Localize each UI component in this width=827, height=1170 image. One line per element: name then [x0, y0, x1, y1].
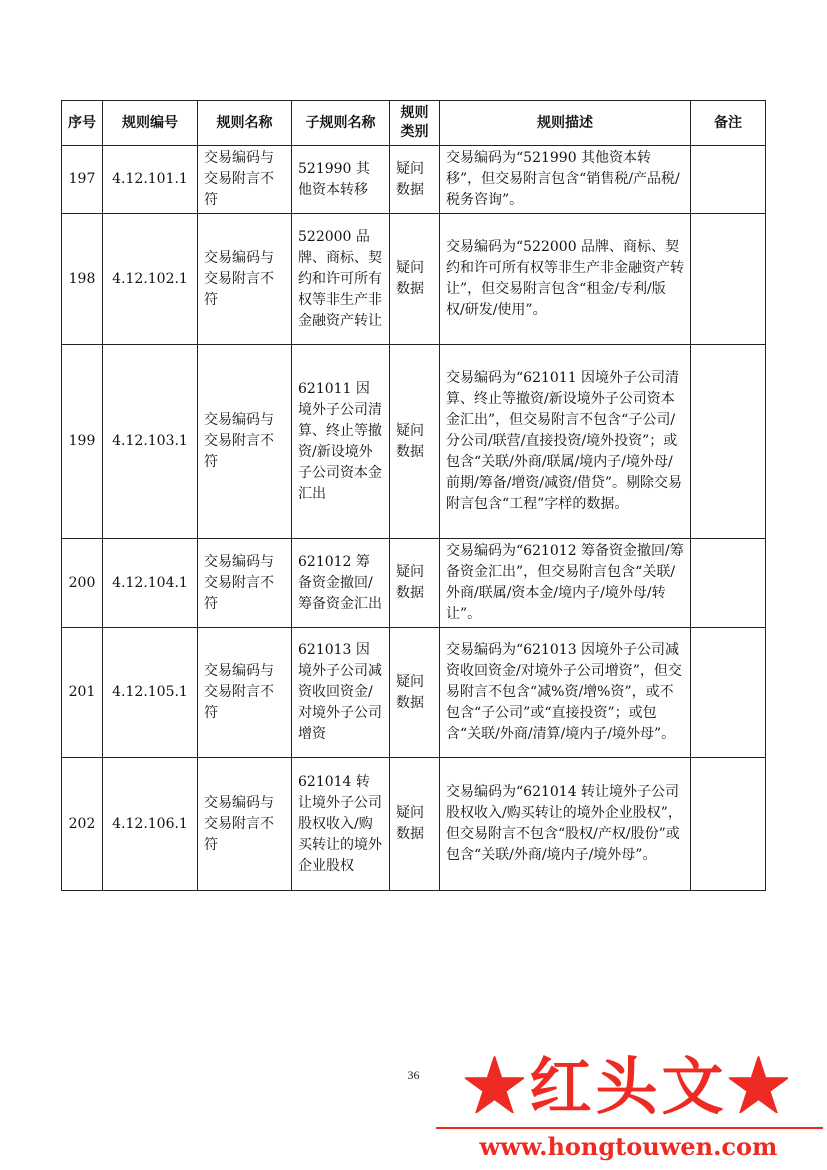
table-row [62, 345, 766, 539]
table-row [62, 758, 766, 891]
cell-note [691, 628, 766, 758]
cell-seq: 198 [62, 214, 103, 345]
cell-rule-code: 4.12.106.1 [103, 758, 198, 891]
cell-note [691, 539, 766, 628]
cell-rule-name: 交易编码与交易附言不符 [198, 628, 292, 758]
cell-rule-category: 疑问数据 [390, 628, 440, 758]
cell-rule-category: 疑问数据 [390, 758, 440, 891]
watermark-divider [436, 1127, 823, 1129]
header-seq: 序号 [62, 101, 103, 146]
header-rule-code: 规则编号 [103, 101, 198, 146]
cell-rule-description: 交易编码为“521990 其他资本转移”，但交易附言包含“销售税/产品税/税务咨询”。 [440, 146, 691, 214]
cell-rule-code: 4.12.105.1 [103, 628, 198, 758]
cell-rule-category: 疑问数据 [390, 345, 440, 539]
cell-note [691, 146, 766, 214]
cell-sub-rule-name: 621014 转让境外子公司股权收入/购买转让的境外企业股权 [292, 758, 390, 891]
cell-rule-description: 交易编码为“621012 筹备资金撤回/筹备资金汇出”，但交易附言包含“关联/外商/联属/资本金/境内子/境外母/转让”。 [440, 539, 691, 628]
cell-rule-description: 交易编码为“621014 转让境外子公司股权收入/购买转让的境外企业股权”，但交易附言不包含“股权/产权/股份”或包含“关联/外商/境内子/境外母”。 [440, 758, 691, 891]
cell-rule-description: 交易编码为“621011 因境外子公司清算、终止等撤资/新设境外子公司资本金汇出”，但交易附言不包含“子公司/分公司/联营/直接投资/境外投资”；或包含“关联/外商/联属/境内子/境外母/前期/筹备/增资/减资/借贷”。剔除交易附言包含“工程”字样的数据。 [440, 345, 691, 539]
cell-sub-rule-name: 621012 筹备资金撤回/筹备资金汇出 [292, 539, 390, 628]
watermark [430, 1048, 827, 1170]
cell-sub-rule-name: 621011 因境外子公司清算、终止等撤资/新设境外子公司资本金汇出 [292, 345, 390, 539]
cell-seq: 200 [62, 539, 103, 628]
cell-rule-code: 4.12.103.1 [103, 345, 198, 539]
cell-rule-code: 4.12.101.1 [103, 146, 198, 214]
cell-rule-name: 交易编码与交易附言不符 [198, 146, 292, 214]
header-sub-rule-name: 子规则名称 [292, 101, 390, 146]
cell-sub-rule-name: 621013 因境外子公司减资收回资金/对境外子公司增资 [292, 628, 390, 758]
cell-seq: 201 [62, 628, 103, 758]
header-note: 备注 [691, 101, 766, 146]
cell-rule-category: 疑问数据 [390, 214, 440, 345]
page-number: 36 [407, 1068, 420, 1082]
header-rule-category: 规则类别 [390, 101, 440, 146]
cell-rule-description: 交易编码为“621013 因境外子公司减资收回资金/对境外子公司增资”，但交易附言不包含“减%资/增%资”，或不包含“子公司”或“直接投资”；或包含“关联/外商/清算/境内子/境外母”。 [440, 628, 691, 758]
cell-rule-name: 交易编码与交易附言不符 [198, 539, 292, 628]
cell-rule-code: 4.12.104.1 [103, 539, 198, 628]
cell-sub-rule-name: 521990 其他资本转移 [292, 146, 390, 214]
header-rule-description: 规则描述 [440, 101, 691, 146]
cell-sub-rule-name: 522000 品牌、商标、契约和许可所有权等非生产非金融资产转让 [292, 214, 390, 345]
cell-rule-name: 交易编码与交易附言不符 [198, 214, 292, 345]
cell-note [691, 345, 766, 539]
cell-rule-description: 交易编码为“522000 品牌、商标、契约和许可所有权等非生产非金融资产转让”，但交易附言包含“租金/专利/版权/研发/使用”。 [440, 214, 691, 345]
cell-rule-category: 疑问数据 [390, 146, 440, 214]
cell-seq: 197 [62, 146, 103, 214]
watermark-title: ★红头文★ [463, 1050, 794, 1123]
watermark-url: www.hongtouwen.com [479, 1132, 778, 1161]
cell-seq: 199 [62, 345, 103, 539]
cell-seq: 202 [62, 758, 103, 891]
cell-rule-name: 交易编码与交易附言不符 [198, 345, 292, 539]
header-rule-name: 规则名称 [198, 101, 292, 146]
table-header-row [62, 101, 766, 146]
rules-table [61, 100, 766, 891]
cell-note [691, 758, 766, 891]
cell-note [691, 214, 766, 345]
table-row [62, 628, 766, 758]
table-row [62, 214, 766, 345]
table-row [62, 539, 766, 628]
cell-rule-category: 疑问数据 [390, 539, 440, 628]
table-row [62, 146, 766, 214]
cell-rule-code: 4.12.102.1 [103, 214, 198, 345]
cell-rule-name: 交易编码与交易附言不符 [198, 758, 292, 891]
